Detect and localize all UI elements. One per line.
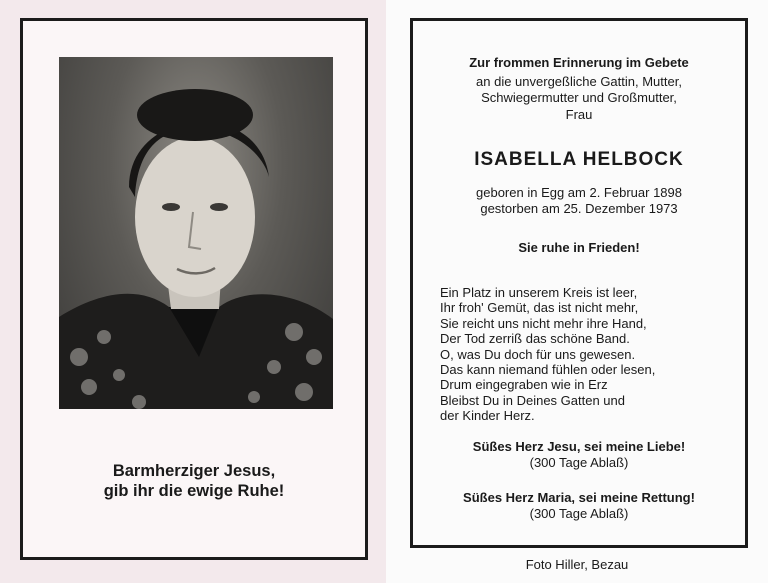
- poem-line: Ihr froh' Gemüt, das ist nicht mehr,: [440, 300, 639, 316]
- memorial-card-back: [410, 18, 748, 548]
- prayer-maria: Süßes Herz Maria, sei meine Rettung!: [463, 490, 695, 505]
- poem-line: Das kann niemand fühlen oder lesen,: [440, 362, 656, 378]
- poem: [440, 285, 655, 424]
- memorial-card-front: [20, 18, 368, 560]
- poem-line: Drum eingegraben wie in Erz: [440, 377, 608, 393]
- prayer-text-front: [23, 461, 365, 501]
- poem-line: Bleibst Du in Deines Gatten und: [440, 392, 625, 408]
- intro-line-2: Schwiegermutter und Großmutter,: [481, 90, 677, 105]
- card-heading: Zur frommen Erinnerung im Gebete: [469, 55, 689, 70]
- intro-line-3: Frau: [565, 107, 593, 122]
- birth-line: geboren in Egg am 2. Februar 1898: [476, 185, 682, 200]
- poem-line: Ein Platz in unserem Kreis ist leer,: [440, 285, 638, 300]
- rest-in-peace: Sie ruhe in Frieden!: [518, 240, 640, 255]
- death-line: gestorben am 25. Dezember 1973: [480, 201, 678, 216]
- indulgence-2: (300 Tage Ablaß): [529, 506, 629, 521]
- poem-line: O, was Du doch für uns gewesen.: [440, 346, 636, 362]
- photographer-credit: Foto Hiller, Bezau: [525, 557, 629, 572]
- poem-line: der Kinder Herz.: [440, 408, 535, 424]
- intro-line-1: an die unvergeßliche Gattin, Mutter,: [476, 74, 682, 89]
- prayer-line-1: Barmherziger Jesus,: [112, 462, 276, 480]
- right-panel: [386, 0, 768, 583]
- poem-line: Der Tod zerriß das schöne Band.: [440, 331, 630, 347]
- prayer-line-2: gib ihr die ewige Ruhe!: [103, 482, 285, 500]
- deceased-name: ISABELLA HELBOCK: [474, 149, 684, 170]
- portrait-photo: [59, 57, 333, 409]
- poem-line: Sie reicht uns nicht mehr ihre Hand,: [440, 315, 647, 331]
- indulgence-1: (300 Tage Ablaß): [529, 455, 629, 470]
- prayer-jesus: Süßes Herz Jesu, sei meine Liebe!: [472, 439, 686, 454]
